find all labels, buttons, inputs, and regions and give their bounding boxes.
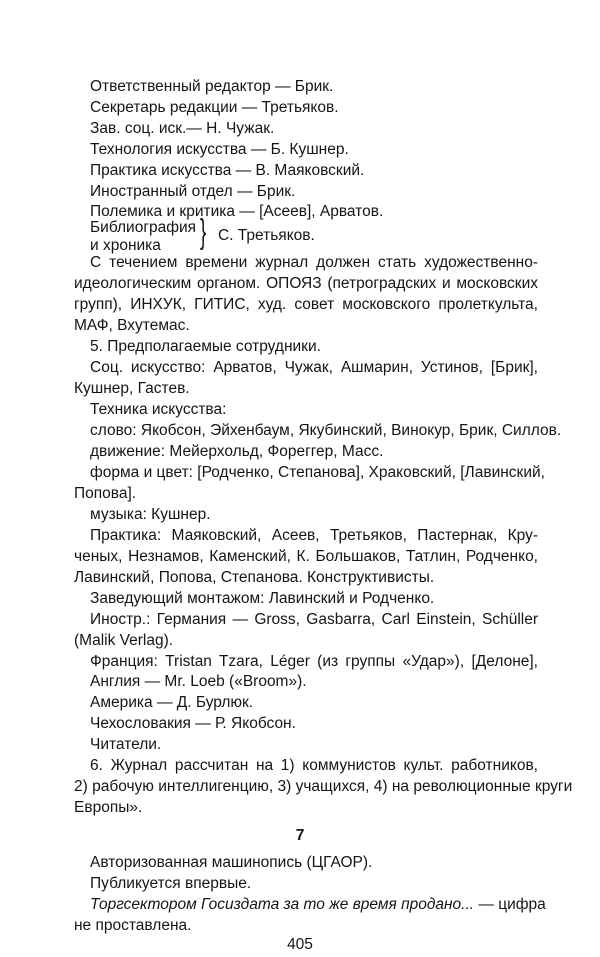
- section-6-line: 6. Журнал рассчитан на 1) коммунистов культ. работников,: [90, 757, 538, 774]
- technology-line: Технология искусства — Б. Кушнер.: [90, 141, 349, 158]
- para-1-line: идеологическим органом. ОПОЯЗ (петроградских и московских: [74, 275, 538, 292]
- note-line: Публикуется впервые.: [90, 875, 252, 892]
- practice-line: Практика искусства — В. Маяковский.: [90, 162, 365, 179]
- contributor-line: ченых, Незнамов, Каменский, К. Большаков, Татлин, Родченко,: [74, 548, 538, 565]
- editor-line: Ответственный редактор — Брик.: [90, 78, 334, 95]
- secretary-line: Секретарь редакции — Третьяков.: [90, 99, 339, 116]
- page-number: 405: [287, 936, 313, 953]
- contributor-line: слово: Якобсон, Эйхенбаум, Якубинский, Винокур, Брик, Силлов.: [90, 422, 562, 439]
- contributor-line: Кушнер, Гастев.: [74, 380, 190, 397]
- contributor-line: Читатели.: [90, 736, 162, 753]
- contributor-line: Соц. искусство: Арватов, Чужак, Ашмарин, Устинов, [Брик],: [90, 359, 538, 376]
- contributor-line: (Malik Verlag).: [74, 632, 174, 649]
- contributor-line: Практика: Маяковский, Асеев, Третьяков, Пастернак, Кру-: [90, 527, 538, 544]
- contributor-line: Техника искусства:: [90, 401, 227, 418]
- contributor-line: Америка — Д. Бурлюк.: [90, 694, 254, 711]
- section-6-line: Европы».: [74, 799, 143, 816]
- social-art-line: Зав. соц. иск.— Н. Чужак.: [90, 120, 275, 137]
- section-5-heading: 5. Предполагаемые сотрудники.: [90, 338, 321, 355]
- contributor-line: Лавинский, Попова, Степанова. Конструктивисты.: [74, 569, 435, 586]
- polemics-line: Полемика и критика — [Асеев], Арватов.: [90, 203, 384, 220]
- biblio-name: С. Третьяков.: [218, 227, 315, 244]
- contributor-line: Заведующий монтажом: Лавинский и Родченко.: [90, 590, 435, 607]
- contributor-line: Франция: Tristan Tzara, Léger (из группы «Удар»), [Делоне],: [90, 653, 538, 670]
- section-6-line: 2) рабочую интеллигенцию, 3) учащихся, 4) на революционные круги: [74, 778, 573, 795]
- foreign-dept-line: Иностранный отдел — Брик.: [90, 183, 296, 200]
- contributor-line: музыка: Кушнер.: [90, 506, 211, 523]
- para-1-line: С течением времени журнал должен стать художественно-: [90, 254, 538, 271]
- note-number: 7: [295, 827, 305, 844]
- para-1-line: групп), ИНХУК, ГИТИС, худ. совет московского пролеткульта,: [74, 296, 538, 313]
- contributor-line: Попова].: [74, 485, 137, 502]
- contributor-line: Чехословакия — Р. Якобсон.: [90, 715, 296, 732]
- note-italic-text: Торгсектором Госиздата за то же время продано...: [90, 896, 475, 913]
- biblio-label-2: и хроника: [90, 237, 161, 254]
- brace-glyph: }: [200, 213, 207, 251]
- note-tail-text: — цифра: [478, 896, 546, 913]
- contributor-line: Иностр.: Германия — Gross, Gasbarra, Carl Einstein, Schüller: [90, 611, 538, 628]
- note-line: не проставлена.: [74, 917, 192, 934]
- para-1-line: МАФ, Вхутемас.: [74, 317, 190, 334]
- biblio-label-1: Библиография: [90, 219, 197, 236]
- note-italic-line: [90, 895, 546, 915]
- contributor-line: движение: Мейерхольд, Фореггер, Масс.: [90, 443, 384, 460]
- contributor-line: форма и цвет: [Родченко, Степанова], Храковский, [Лавинский,: [90, 464, 545, 481]
- contributor-line: Англия — Mr. Loeb («Broom»).: [90, 673, 307, 690]
- note-line: Авторизованная машинопись (ЦГАОР).: [90, 854, 373, 871]
